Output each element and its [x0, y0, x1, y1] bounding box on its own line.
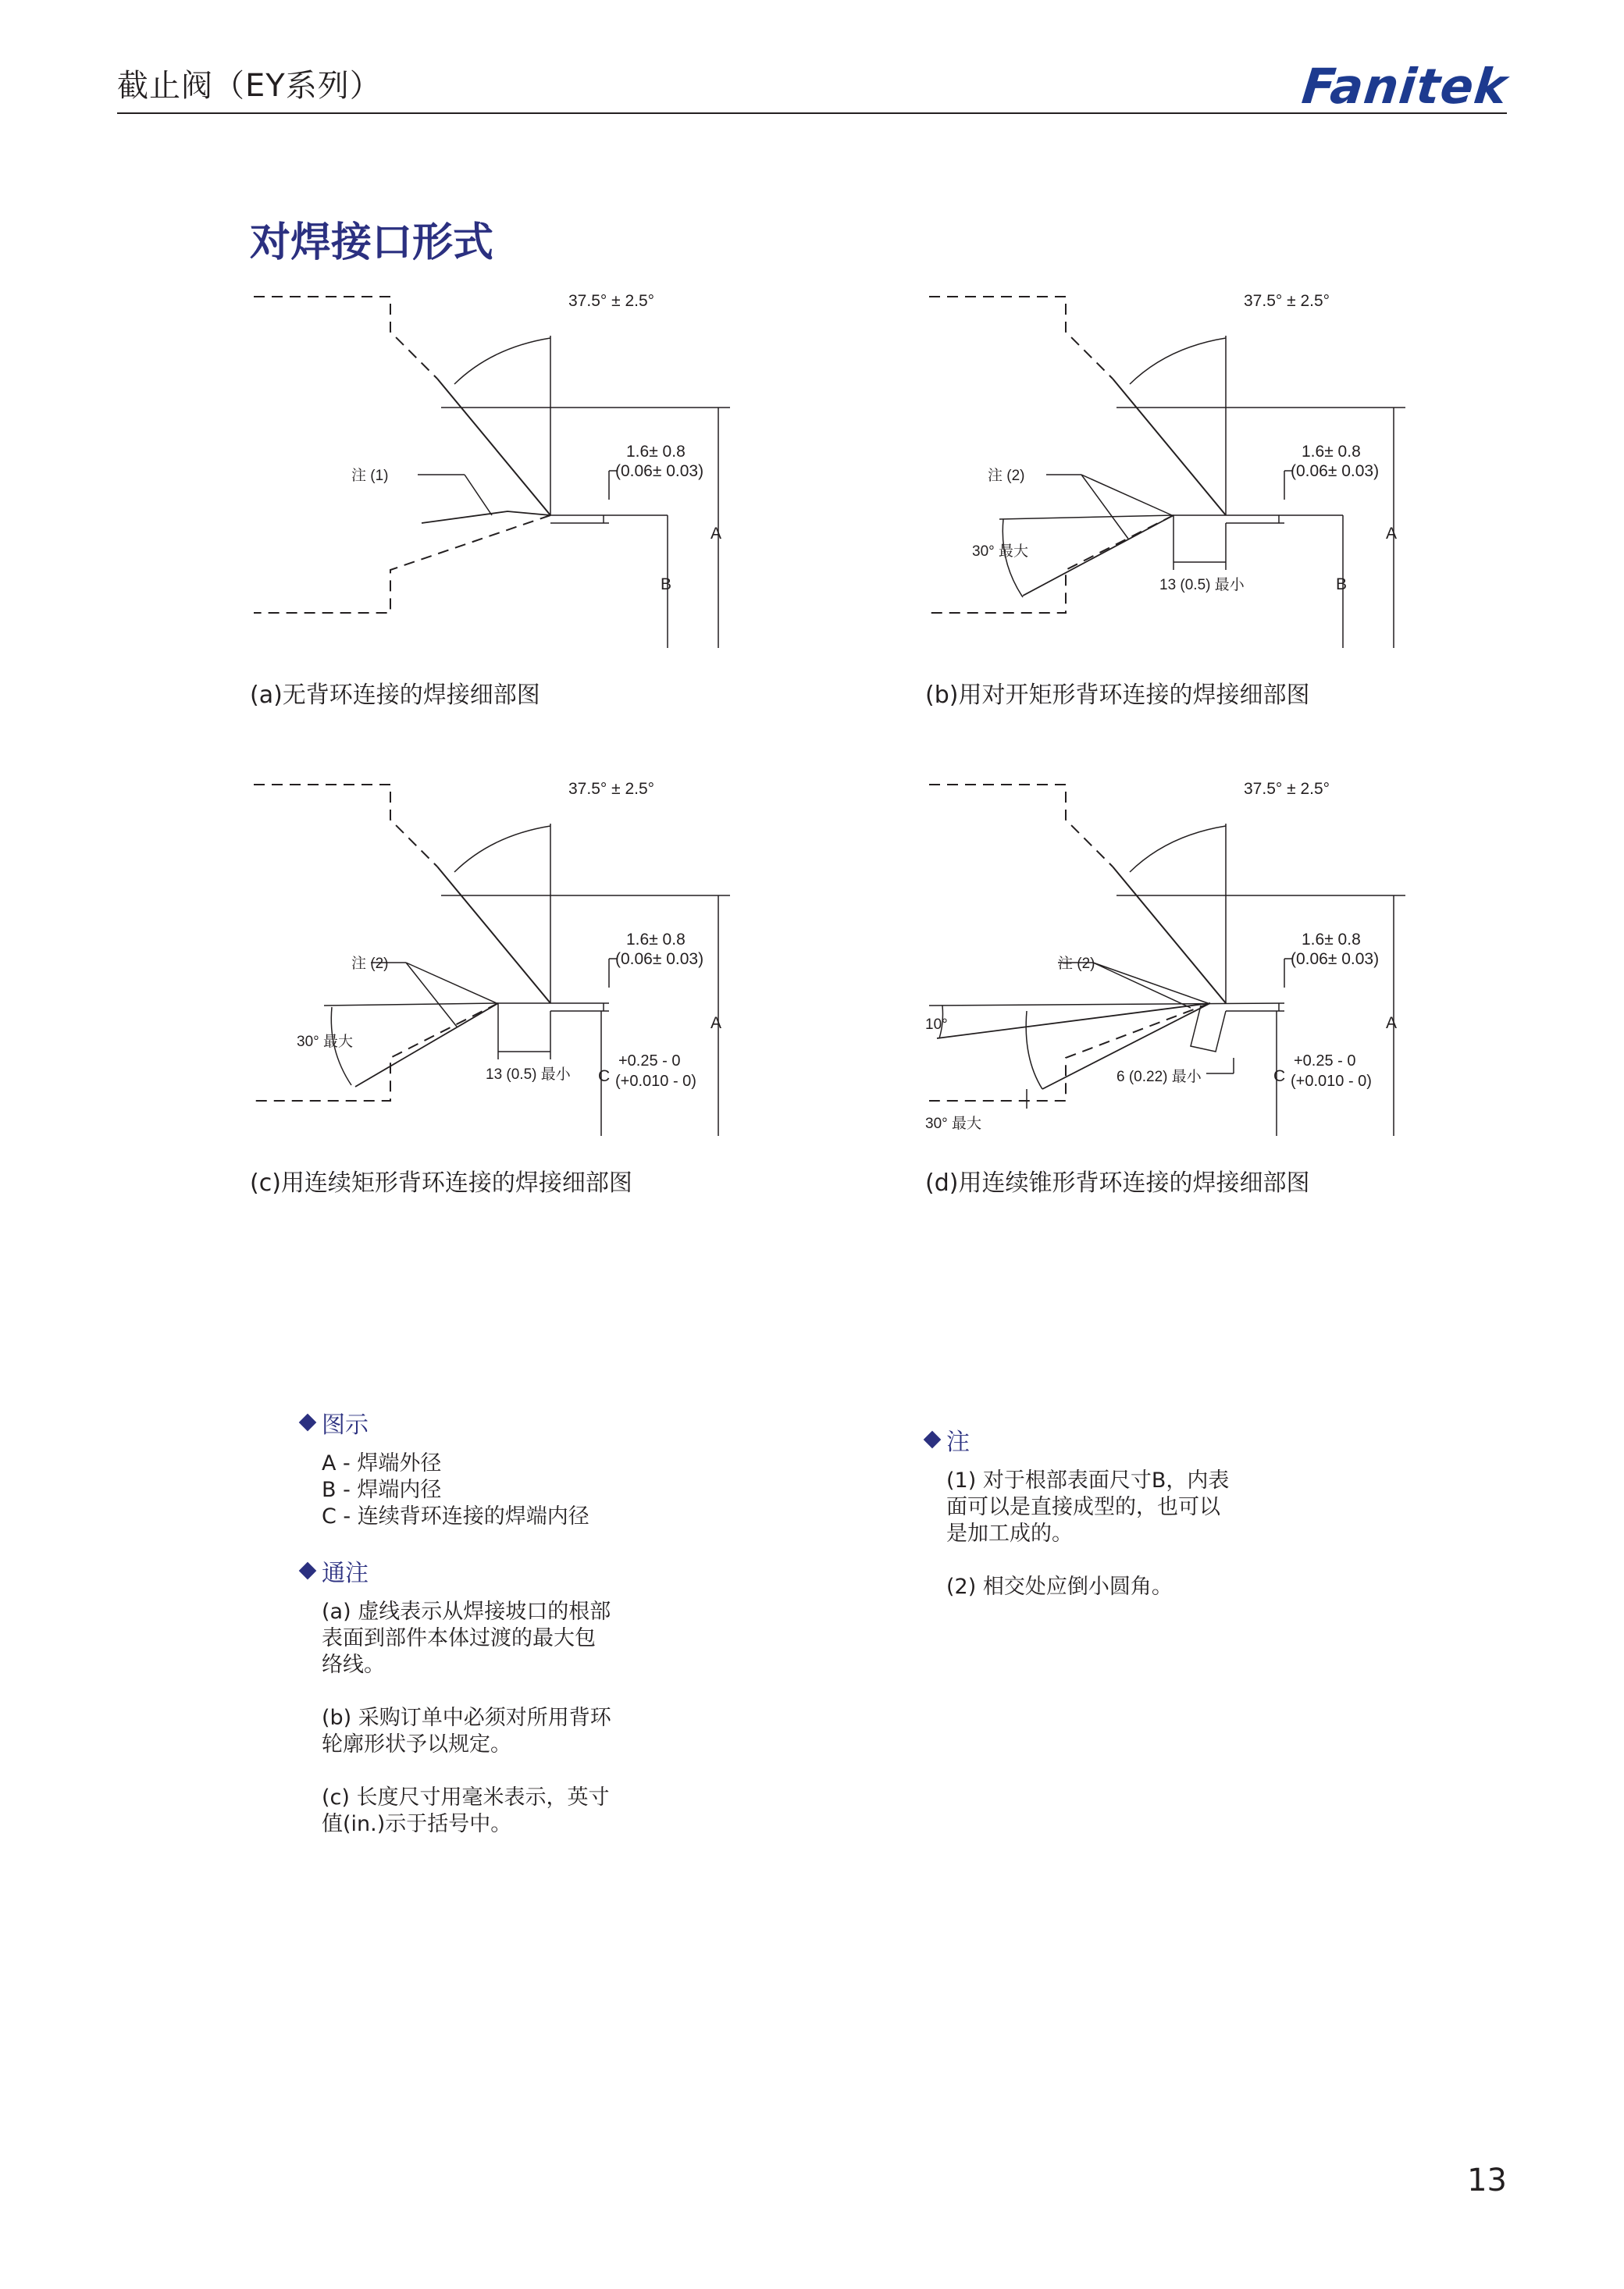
document-header-title: 截止阀（EY系列）	[117, 68, 382, 104]
diamond-bullet-icon	[299, 1414, 317, 1432]
min-length-label: 6 (0.22) 最小	[1116, 1069, 1202, 1085]
notes-heading-text: 注	[946, 1429, 970, 1456]
angle-label: 37.5° ± 2.5°	[568, 780, 655, 798]
figure-c-drawing	[250, 777, 750, 1144]
figure-d-drawing	[925, 777, 1425, 1144]
angle-label: 37.5° ± 2.5°	[568, 292, 655, 310]
dim-b-label: B	[1336, 575, 1348, 593]
figure-a-caption: (a)无背环连接的焊接细部图	[250, 682, 540, 709]
dim-c-label: C	[1273, 1067, 1286, 1085]
note-label: 注 (1)	[351, 468, 389, 484]
legend-item: A - 焊端外径	[322, 1451, 442, 1476]
note-label: 注 (2)	[988, 468, 1025, 484]
figure-c	[250, 777, 750, 1197]
max-angle-label: 30° 最大	[925, 1116, 982, 1132]
land-label-mm: 1.6± 0.8	[1302, 443, 1361, 461]
general-notes-heading-text: 通注	[322, 1560, 369, 1587]
diamond-bullet-icon	[924, 1431, 942, 1449]
note-item: (1) 对于根部表面尺寸B，内表 面可以是直接成型的，也可以 是加工成的。	[946, 1468, 1230, 1546]
general-note: (a) 虚线表示从焊接坡口的根部 表面到部件本体过渡的最大包 络线。	[322, 1600, 611, 1677]
dim-a-label: A	[710, 1014, 722, 1032]
dim-a-label: A	[710, 525, 722, 543]
pipe-envelope-upper	[254, 297, 437, 379]
ten-degree-label: 10°	[925, 1016, 948, 1033]
land-label-in: (0.06± 0.03)	[615, 462, 704, 480]
dim-a-label: A	[1386, 525, 1398, 543]
figure-d-caption: (d)用连续锥形背环连接的焊接细部图	[925, 1169, 1310, 1197]
max-angle-label: 30° 最大	[297, 1034, 354, 1050]
pipe-envelope-lower	[254, 515, 550, 613]
angle-label: 37.5° ± 2.5°	[1244, 780, 1330, 798]
legend-item: B - 焊端内径	[322, 1478, 442, 1502]
general-note: (b) 采购订单中必须对所用背环 轮廓形状予以规定。	[322, 1706, 611, 1757]
tol-label-in: (+0.010 - 0)	[615, 1073, 696, 1090]
dim-a-label: A	[1386, 1014, 1398, 1032]
min-length-label: 13 (0.5) 最小	[486, 1066, 571, 1083]
figure-a	[250, 289, 750, 709]
legend-block	[297, 1405, 611, 1864]
section-title: 对焊接口形式	[250, 219, 494, 266]
notes-heading	[921, 1422, 1229, 1457]
tol-label-in: (+0.010 - 0)	[1291, 1073, 1372, 1090]
tol-label-mm: +0.25 - 0	[618, 1052, 681, 1070]
figure-b-drawing	[925, 289, 1425, 656]
bevel-line	[437, 379, 550, 515]
land-label-in: (0.06± 0.03)	[615, 950, 704, 968]
land-label-mm: 1.6± 0.8	[626, 931, 686, 949]
angle-label: 37.5° ± 2.5°	[1244, 292, 1330, 310]
legend-heading-text: 图示	[322, 1411, 369, 1439]
land-label-in: (0.06± 0.03)	[1291, 950, 1380, 968]
figure-b	[925, 289, 1425, 709]
land-label-mm: 1.6± 0.8	[626, 443, 686, 461]
note-label: 注 (2)	[351, 956, 389, 972]
header-divider	[117, 112, 1507, 114]
notes-block	[921, 1422, 1229, 1627]
land-label-mm: 1.6± 0.8	[1302, 931, 1361, 949]
legend-item: C - 连续背环连接的焊端内径	[322, 1504, 589, 1529]
note-item: (2) 相交处应倒小圆角。	[946, 1575, 1173, 1599]
note-label: 注 (2)	[1058, 956, 1095, 972]
figure-c-caption: (c)用连续矩形背环连接的焊接细部图	[250, 1169, 632, 1197]
figure-a-drawing	[250, 289, 750, 656]
tol-label-mm: +0.25 - 0	[1294, 1052, 1356, 1070]
brand-logo: Fanitek	[1298, 58, 1510, 115]
land-label-in: (0.06± 0.03)	[1291, 462, 1380, 480]
max-angle-label: 30° 最大	[972, 543, 1029, 560]
general-note: (c) 长度尺寸用毫米表示，英寸 值(in.)示于括号中。	[322, 1785, 610, 1836]
min-length-label: 13 (0.5) 最小	[1159, 577, 1245, 593]
dim-b-label: B	[661, 575, 672, 593]
general-notes-heading	[297, 1554, 611, 1588]
dim-c-label: C	[598, 1067, 611, 1085]
legend-heading	[297, 1405, 611, 1440]
figure-d	[925, 777, 1425, 1197]
page-number: 13	[1467, 2163, 1507, 2198]
figure-b-caption: (b)用对开矩形背环连接的焊接细部图	[925, 682, 1310, 709]
diamond-bullet-icon	[299, 1562, 317, 1580]
